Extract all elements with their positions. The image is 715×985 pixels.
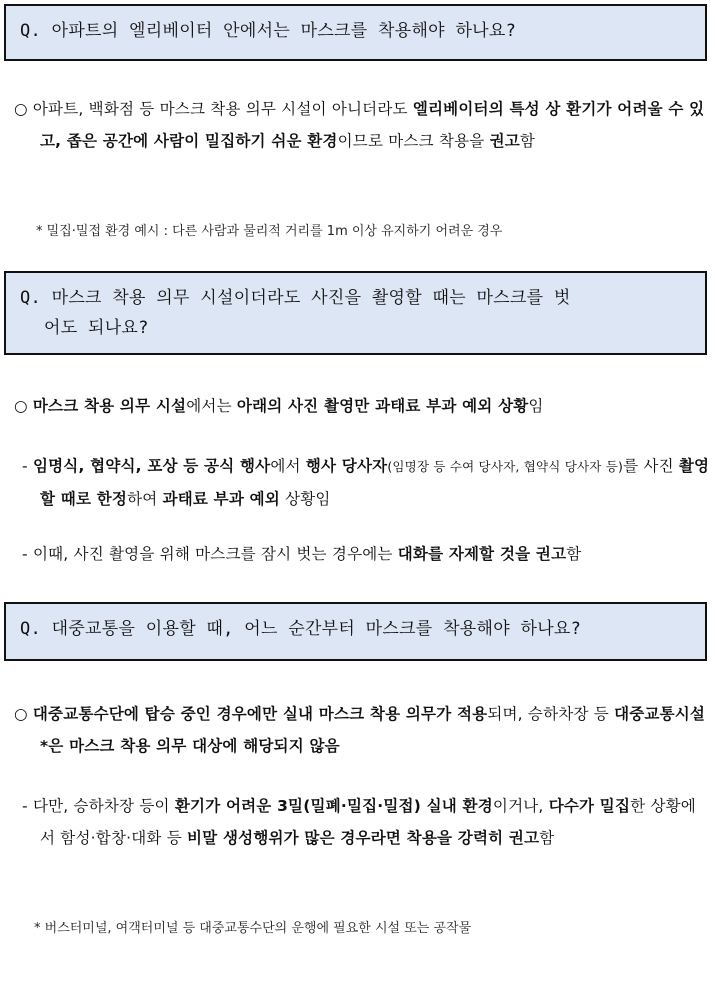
answer-2 — [14, 390, 710, 422]
dash-3-text-d: 함 — [539, 829, 555, 847]
answer-1-bold-b: 권고 — [489, 132, 520, 150]
dash-3-bold-c: 비말 생성행위가 많은 경우라면 착용을 강력히 권고 — [187, 829, 540, 847]
answer-2-bold-b: 아래의 사진 촬영만 과태료 부과 예외 상황 — [236, 397, 529, 415]
answer-2-dash-1 — [22, 450, 710, 515]
answer-1-bold-a: 엘리베이터의 특성 상 환기가 어려울 수 있고, 좁은 공간에 사람이 밀집하기 쉬운 환경 — [40, 100, 705, 150]
dash-1-text-b: 를 사진 — [623, 457, 679, 475]
note-3: * 버스터미널, 여객터미널 등 대중교통수단의 운행에 필요한 시설 또는 공작물 — [34, 921, 472, 936]
dash-3-bold-a: 환기가 어려운 3밀(밀폐·밀집·밀접) 실내 환경 — [174, 797, 493, 815]
answer-1 — [14, 93, 710, 157]
dash-3-text-c: 한 상황에서 함성·합창·대화 등 — [40, 797, 696, 847]
question-title-2-line2: 어도 되나요? — [44, 318, 149, 338]
dash-3-text-a: 다만, 승하차장 등이 — [32, 797, 175, 815]
question-title-1: Q. 아파트의 엘리베이터 안에서는 마스크를 착용해야 하나요? — [20, 21, 517, 41]
note-1: * 밀집·밀접 환경 예시 : 다른 사람과 물리적 거리를 1m 이상 유지하기 어려운 경우 — [36, 224, 503, 239]
dash-1-text-c: 하여 — [127, 490, 163, 508]
question-box-2 — [4, 271, 707, 355]
question-title-2 — [20, 283, 693, 343]
dash-2-text-a: 이때, 사진 촬영을 위해 마스크를 잠시 벗는 경우에는 — [32, 545, 398, 563]
dash-marker: - — [22, 457, 28, 475]
answer-3-text-a: 되며, 승하차장 등 — [487, 705, 615, 723]
dash-1-bold-d: 과태료 부과 예외 — [162, 490, 280, 508]
dash-marker: - — [22, 797, 28, 815]
question-box-1 — [4, 4, 707, 61]
dash-2-text-b: 함 — [566, 545, 582, 563]
bullet-circle: ○ — [14, 100, 28, 118]
dash-2-bold-a: 대화를 자제할 것을 권고 — [397, 545, 567, 563]
bullet-circle: ○ — [14, 397, 28, 415]
dash-1-bold-a: 임명식, 협약식, 포상 등 공식 행사 — [32, 457, 271, 475]
dash-1-bold-b: 행사 당사자 — [305, 457, 388, 475]
answer-1-text-b: 이므로 마스크 착용을 — [337, 132, 490, 150]
answer-3-dash-1 — [22, 790, 710, 854]
answer-1-text-a: 아파트, 백화점 등 마스크 착용 의무 시설이 아니더라도 — [32, 100, 413, 118]
answer-3-bold-b: 대중교통시설*은 마스크 착용 의무 대상에 해당되지 않음 — [40, 705, 706, 755]
dash-1-small: (임명장 등 수여 당사자, 협약식 당사자 등) — [387, 459, 624, 474]
answer-1-text-c: 함 — [519, 132, 536, 150]
answer-3-bold-a: 대중교통수단에 탑승 중인 경우에만 실내 마스크 착용 의무가 적용 — [32, 705, 488, 723]
dash-1-text-d: 상황임 — [279, 490, 331, 508]
answer-2-text-a: 에서는 — [186, 397, 237, 415]
bullet-circle: ○ — [14, 705, 28, 723]
answer-3 — [14, 698, 710, 762]
answer-2-bold-a: 마스크 착용 의무 시설 — [32, 397, 187, 415]
question-box-3 — [4, 602, 707, 661]
question-title-2-line1: Q. 마스크 착용 의무 시설이더라도 사진을 촬영할 때는 마스크를 벗 — [20, 288, 571, 308]
dash-1-bold-c: 촬영 할 때로 한정 — [40, 457, 710, 508]
dash-3-bold-b: 다수가 밀집 — [548, 797, 631, 815]
dash-3-text-b: 이거나, — [492, 797, 549, 815]
question-title-3: Q. 대중교통을 이용할 때, 어느 순간부터 마스크를 착용해야 하나요? — [20, 619, 582, 639]
dash-1-text-a: 에서 — [270, 457, 306, 475]
answer-2-dash-2 — [22, 538, 710, 570]
answer-2-text-b: 임 — [528, 397, 544, 415]
dash-marker: - — [22, 545, 28, 563]
